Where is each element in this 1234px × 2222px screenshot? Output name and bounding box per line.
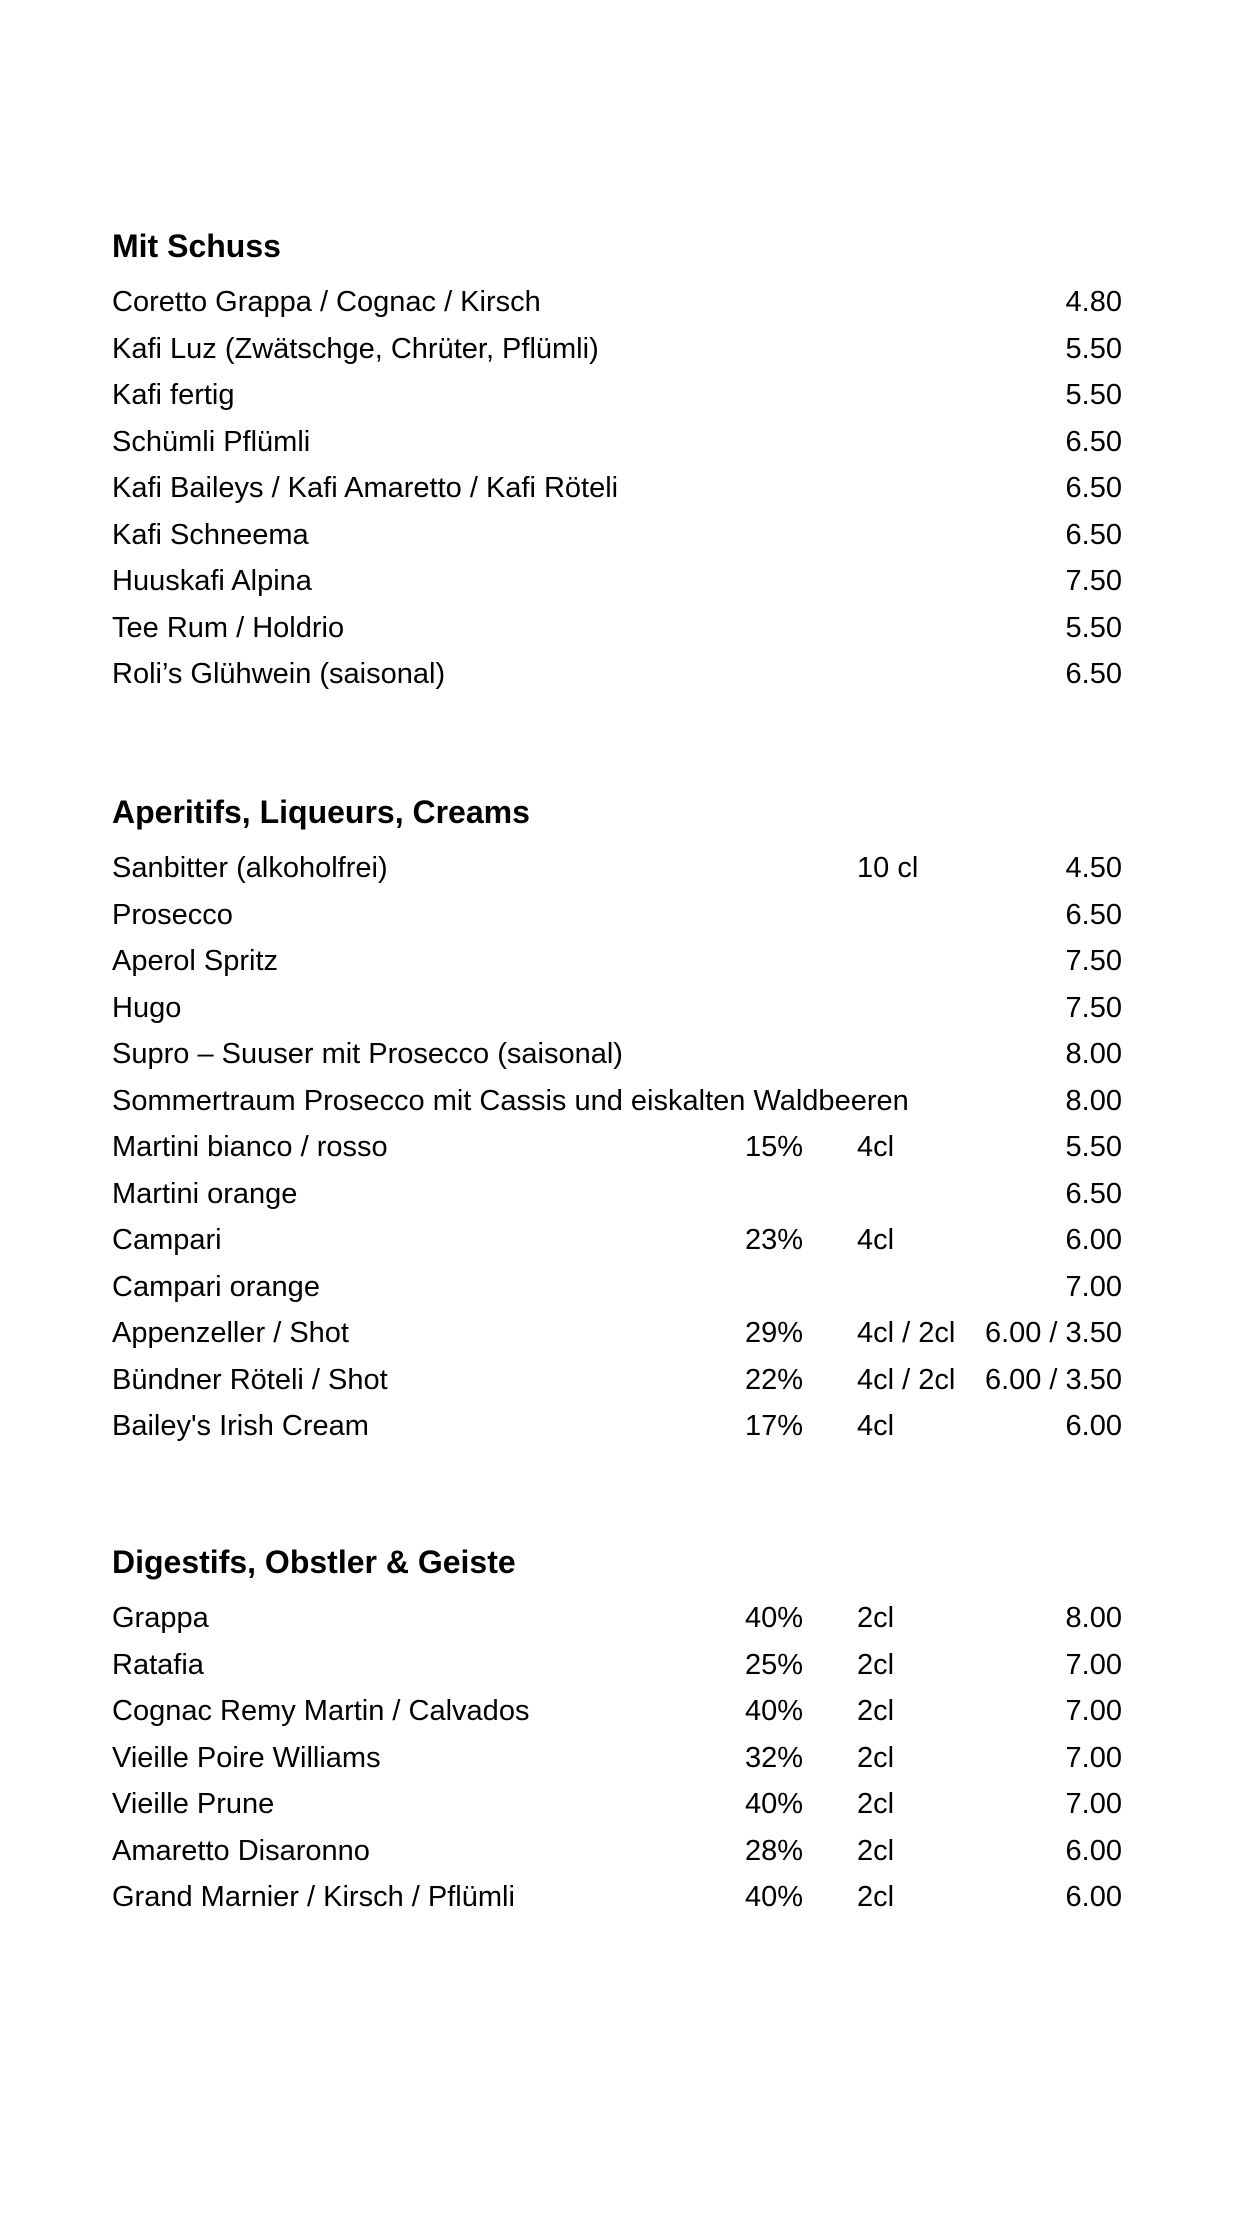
menu-item	[112, 1781, 1122, 1828]
item-price: 6.50	[1065, 658, 1122, 690]
menu-item	[112, 892, 1122, 939]
item-name: Appenzeller / Shot	[112, 1317, 349, 1349]
item-price: 6.50	[1065, 898, 1122, 931]
item-volume: 10 cl	[857, 852, 919, 884]
item-volume: 2cl	[857, 1648, 895, 1681]
item-alcohol: 29%	[745, 1317, 804, 1349]
item-name: Sanbitter (alkoholfrei)	[112, 852, 388, 884]
item-name: Supro – Suuser mit Prosecco (saisonal)	[112, 1038, 623, 1070]
item-name: Hugo	[112, 991, 182, 1024]
item-price: 6.00	[1065, 1881, 1122, 1913]
item-alcohol: 17%	[745, 1410, 804, 1442]
menu-item	[112, 1595, 1122, 1642]
item-volume: 2cl	[857, 1834, 895, 1867]
item-name: Grappa	[112, 1602, 209, 1634]
menu-item	[112, 1310, 1122, 1357]
menu-item	[112, 1403, 1122, 1450]
item-name: Martini bianco / rosso	[112, 1131, 388, 1163]
menu-item	[112, 1264, 1122, 1311]
item-volume: 4cl / 2cl	[857, 1363, 956, 1396]
menu-list	[112, 1595, 1122, 1921]
item-name: Campari orange	[112, 1270, 320, 1303]
menu-item	[112, 651, 1122, 698]
item-alcohol: 22%	[745, 1363, 804, 1396]
menu-item	[112, 605, 1122, 652]
item-price: 5.50	[1065, 379, 1122, 411]
item-volume: 2cl	[857, 1741, 895, 1774]
item-alcohol: 15%	[745, 1131, 804, 1163]
item-price: 5.50	[1065, 611, 1122, 644]
item-name: Grand Marnier / Kirsch / Pflümli	[112, 1881, 515, 1913]
menu-item	[112, 326, 1122, 373]
menu-item	[112, 938, 1122, 985]
item-volume: 2cl	[857, 1788, 895, 1820]
menu-item	[112, 512, 1122, 559]
item-price: 7.00	[1065, 1270, 1122, 1303]
menu-list	[112, 279, 1122, 698]
menu-item	[112, 1171, 1122, 1218]
item-price: 5.50	[1065, 332, 1122, 365]
menu-item	[112, 985, 1122, 1032]
item-alcohol: 25%	[745, 1648, 804, 1681]
item-name: Kafi fertig	[112, 379, 235, 411]
item-price: 7.50	[1065, 945, 1122, 977]
item-name: Bündner Röteli / Shot	[112, 1363, 388, 1396]
item-name: Kafi Baileys / Kafi Amaretto / Kafi Röteli	[112, 472, 619, 504]
item-price: 7.50	[1065, 991, 1122, 1024]
section-title: Aperitifs, Liqueurs, Creams	[112, 794, 530, 830]
item-name: Martini orange	[112, 1177, 298, 1210]
item-price: 6.50	[1065, 425, 1122, 458]
item-name: Coretto Grappa / Cognac / Kirsch	[112, 286, 541, 318]
menu-item	[112, 845, 1122, 892]
item-name: Kafi Luz (Zwätschge, Chrüter, Pflümli)	[112, 332, 599, 365]
item-name: Roli’s Glühwein (saisonal)	[112, 658, 446, 690]
item-volume: 4cl	[857, 1224, 895, 1256]
item-name: Vieille Poire Williams	[112, 1741, 381, 1774]
item-name: Aperol Spritz	[112, 945, 279, 977]
item-alcohol: 40%	[745, 1881, 804, 1913]
item-volume: 4cl / 2cl	[857, 1317, 956, 1349]
menu-item	[112, 1642, 1122, 1689]
item-volume: 4cl	[857, 1131, 895, 1163]
item-price: 7.50	[1065, 565, 1122, 597]
item-name: Cognac Remy Martin / Calvados	[112, 1695, 530, 1727]
item-price: 6.00	[1065, 1834, 1122, 1867]
section-aperitifs-liqueurs-creams	[112, 789, 1122, 1450]
menu-item	[112, 1357, 1122, 1404]
item-name: Tee Rum / Holdrio	[112, 611, 345, 644]
item-name: Ratafia	[112, 1648, 204, 1681]
menu-item	[112, 372, 1122, 419]
item-volume: 4cl	[857, 1410, 895, 1442]
menu-list	[112, 845, 1122, 1450]
item-alcohol: 28%	[745, 1834, 804, 1867]
item-name: Amaretto Disaronno	[112, 1834, 370, 1867]
item-name: Prosecco	[112, 898, 233, 931]
item-volume: 2cl	[857, 1881, 895, 1913]
item-name: Schümli Pflümli	[112, 425, 311, 458]
item-price: 8.00	[1065, 1602, 1122, 1634]
menu-item	[112, 279, 1122, 326]
menu-item	[112, 1874, 1122, 1921]
item-price: 6.00 / 3.50	[984, 1317, 1122, 1349]
item-price: 7.00	[1065, 1648, 1122, 1681]
item-price: 8.00	[1065, 1038, 1122, 1070]
item-price: 4.50	[1065, 852, 1122, 884]
item-price: 7.00	[1065, 1788, 1122, 1820]
item-name: Campari	[112, 1224, 222, 1256]
item-name: Huuskafi Alpina	[112, 565, 312, 597]
section-title: Digestifs, Obstler & Geiste	[112, 1544, 516, 1580]
item-alcohol: 40%	[745, 1695, 804, 1727]
item-name: Sommertraum Prosecco mit Cassis und eiskalten Waldbeeren	[112, 1084, 909, 1117]
item-volume: 2cl	[857, 1695, 895, 1727]
section-title: Mit Schuss	[112, 228, 281, 264]
item-name: Bailey's Irish Cream	[112, 1410, 369, 1442]
item-alcohol: 40%	[745, 1788, 804, 1820]
item-price: 6.50	[1065, 472, 1122, 504]
section-digestifs-obstler-geiste	[112, 1539, 1122, 1921]
item-alcohol: 23%	[745, 1224, 804, 1256]
item-price: 5.50	[1065, 1131, 1122, 1163]
item-price: 4.80	[1065, 286, 1122, 318]
section-mit-schuss	[112, 223, 1122, 698]
menu-item	[112, 558, 1122, 605]
item-name: Kafi Schneema	[112, 518, 309, 551]
menu-item	[112, 1217, 1122, 1264]
menu-item	[112, 1828, 1122, 1875]
item-price: 6.00	[1065, 1224, 1122, 1256]
item-price: 7.00	[1065, 1695, 1122, 1727]
menu-item	[112, 1688, 1122, 1735]
item-volume: 2cl	[857, 1602, 895, 1634]
item-price: 6.00	[1065, 1410, 1122, 1442]
item-price: 7.00	[1065, 1741, 1122, 1774]
item-alcohol: 32%	[745, 1741, 804, 1774]
menu-item	[112, 1031, 1122, 1078]
menu-item	[112, 1078, 1122, 1125]
item-price: 8.00	[1065, 1084, 1122, 1117]
item-alcohol: 40%	[745, 1602, 804, 1634]
menu-item	[112, 1124, 1122, 1171]
item-name: Vieille Prune	[112, 1788, 275, 1820]
item-price: 6.50	[1065, 518, 1122, 551]
item-price: 6.50	[1065, 1177, 1122, 1210]
menu-item	[112, 419, 1122, 466]
menu-item	[112, 465, 1122, 512]
menu-item	[112, 1735, 1122, 1782]
item-price: 6.00 / 3.50	[984, 1363, 1122, 1396]
